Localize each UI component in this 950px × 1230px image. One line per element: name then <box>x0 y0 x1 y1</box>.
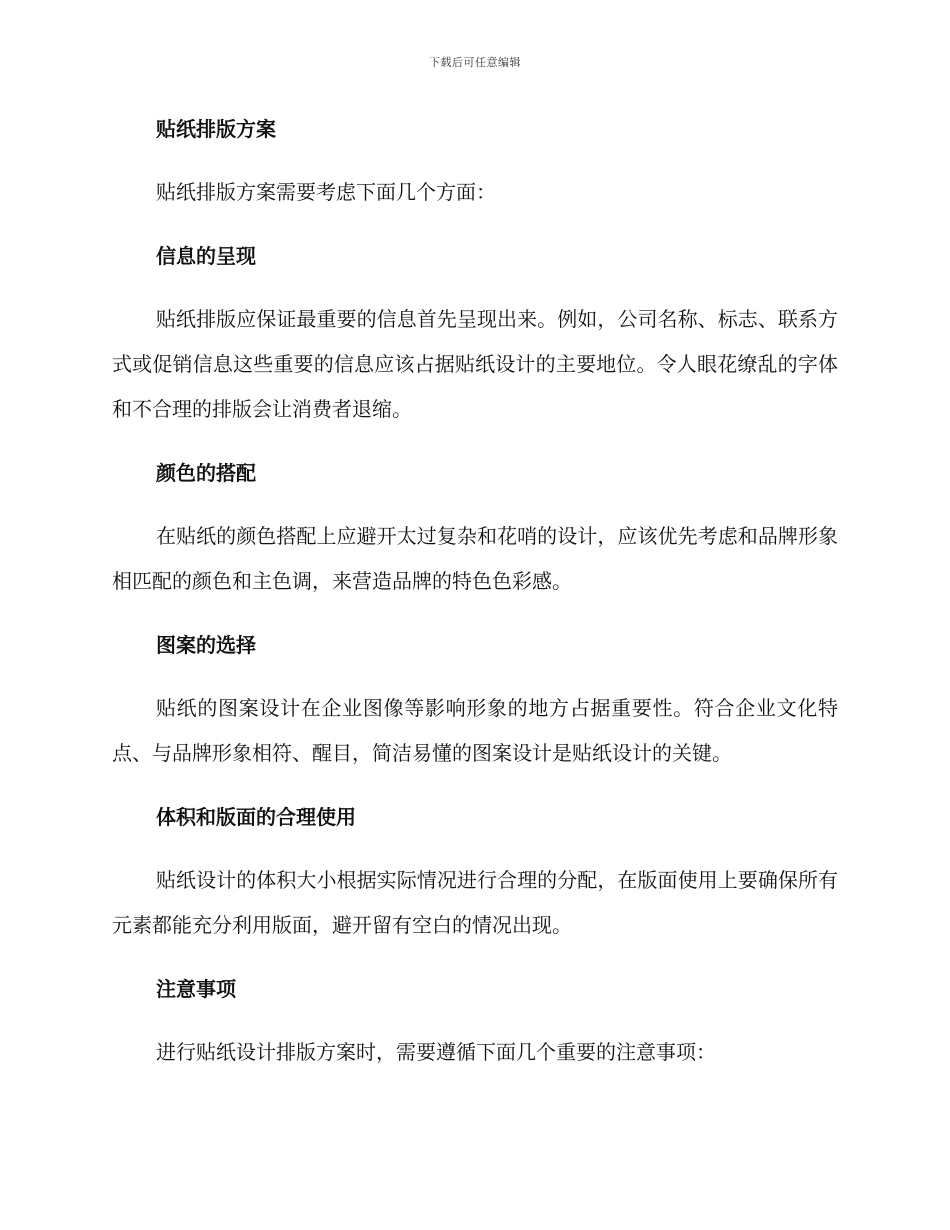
section-text-notes: 进行贴纸设计排版方案时，需要遵循下面几个重要的注意事项： <box>156 1040 716 1064</box>
section-heading-pattern: 图案的选择 <box>156 633 256 657</box>
section-text-size: 贴纸设计的体积大小根据实际情况进行合理的分配，在版面使用上要确保所有元素都能充分利用版面，避开留有空白的情况出现。 <box>112 868 838 937</box>
section-text-pattern: 贴纸的图案设计在企业图像等影响形象的地方占据重要性。符合企业文化特点、与品牌形象相符、醒目，简洁易懂的图案设计是贴纸设计的关键。 <box>112 696 838 765</box>
section-heading-color: 颜色的搭配 <box>156 461 256 485</box>
section-heading-info: 信息的呈现 <box>156 244 256 268</box>
page-header-note: 下载后可任意编辑 <box>429 56 521 69</box>
document-body <box>112 112 838 1075</box>
section-text-color: 在贴纸的颜色搭配上应避开太过复杂和花哨的设计，应该优先考虑和品牌形象相匹配的颜色和主色调，来营造品牌的特色色彩感。 <box>112 524 838 593</box>
document-title: 贴纸排版方案 <box>156 117 276 141</box>
section-heading-notes: 注意事项 <box>156 977 236 1001</box>
section-text-info: 贴纸排版应保证最重要的信息首先呈现出来。例如，公司名称、标志、联系方式或促销信息这些重要的信息应该占据贴纸设计的主要地位。令人眼花缭乱的字体和不合理的排版会让消费者退缩。 <box>112 307 838 421</box>
section-heading-size: 体积和版面的合理使用 <box>156 805 356 829</box>
intro-paragraph: 贴纸排版方案需要考虑下面几个方面： <box>156 180 496 204</box>
